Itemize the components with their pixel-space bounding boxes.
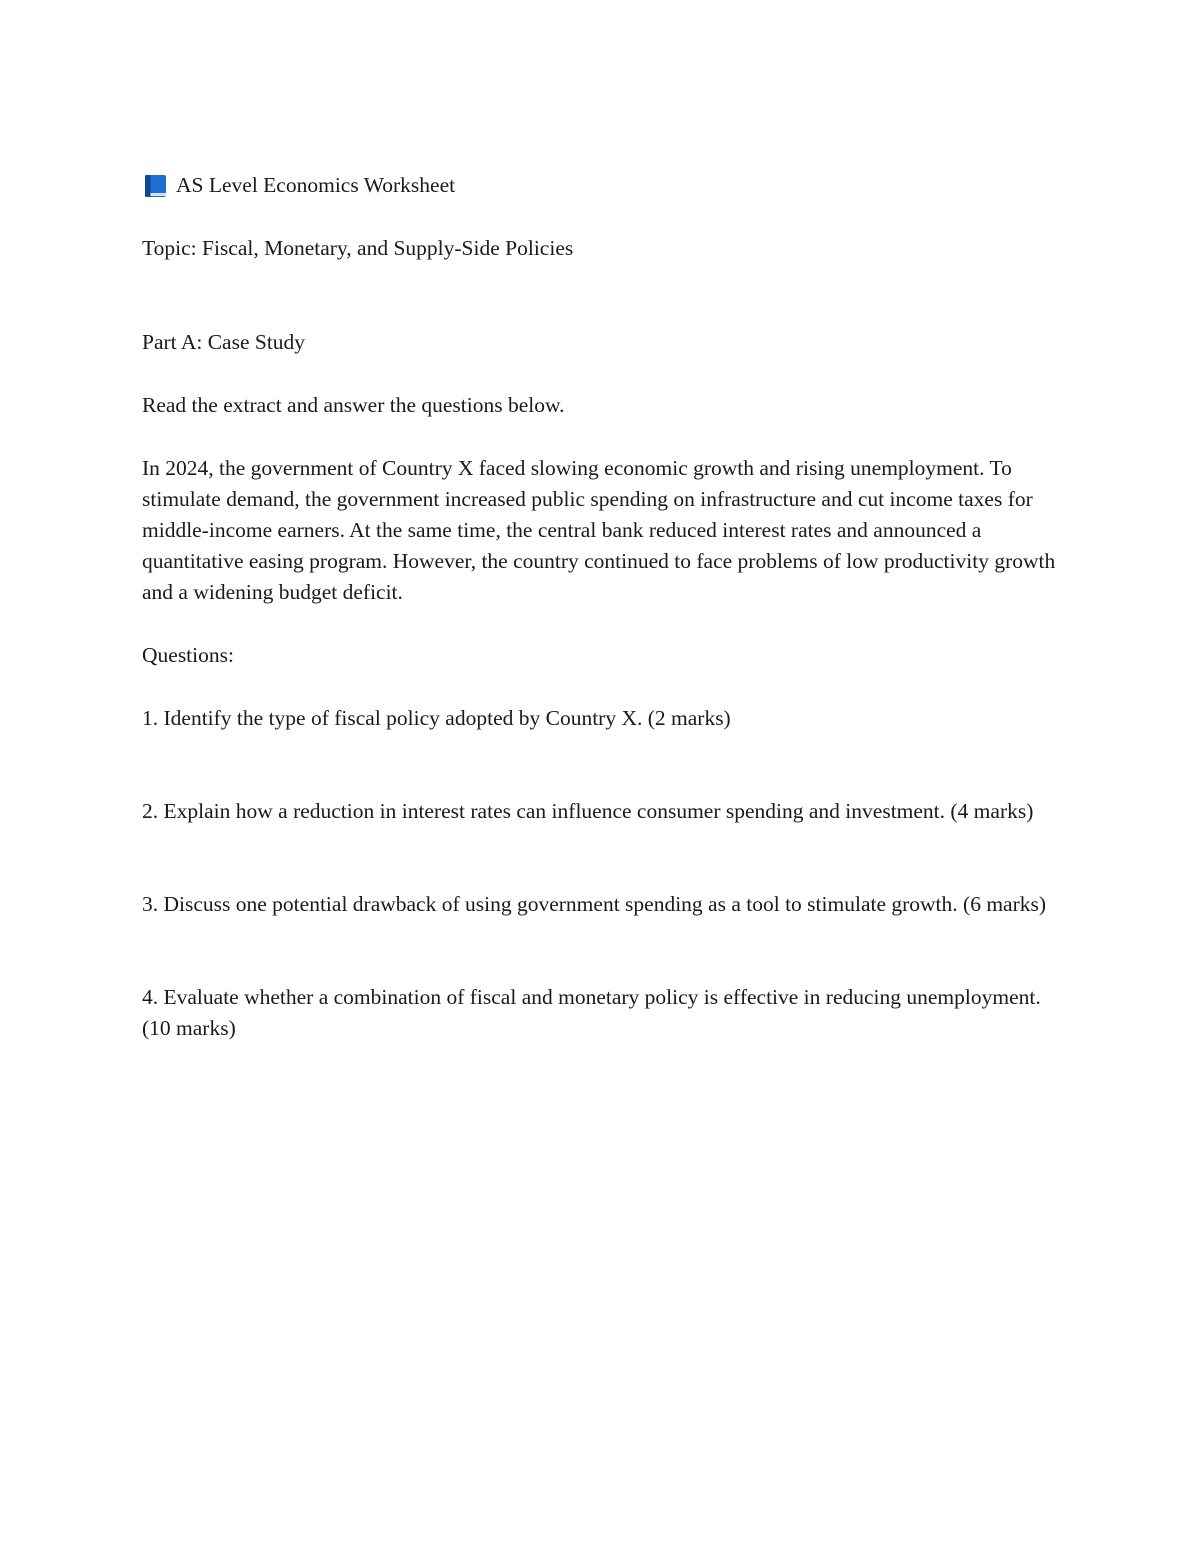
worksheet-topic: Topic: Fiscal, Monetary, and Supply-Side Policies <box>142 236 574 260</box>
part-heading: Part A: Case Study <box>142 330 306 354</box>
question-3: 3. Discuss one potential drawback of using government spending as a tool to stimulate growth. (6 marks) <box>142 892 1047 916</box>
question-1: 1. Identify the type of fiscal policy adopted by Country X. (2 marks) <box>142 706 731 730</box>
blue-book-icon <box>144 174 167 198</box>
worksheet-title-row <box>142 170 1062 201</box>
worksheet-content <box>142 170 1062 1044</box>
instruction-text: Read the extract and answer the questions below. <box>142 393 565 417</box>
case-study-extract: In 2024, the government of Country X faced slowing economic growth and rising unemployment. To stimulate demand, the government increased public spending on infrastructure and cut income taxes for middle-income earners. At the same time, the central bank reduced interest rates and announced a quantitative easing program. However, the country continued to face problems of low productivity growth and a widening budget deficit. <box>142 456 1056 604</box>
question-4: 4. Evaluate whether a combination of fiscal and monetary policy is effective in reducing unemployment. (10 marks) <box>142 985 1041 1040</box>
question-2: 2. Explain how a reduction in interest rates can influence consumer spending and investment. (4 marks) <box>142 799 1034 823</box>
questions-heading: Questions: <box>142 643 234 667</box>
worksheet-title: AS Level Economics Worksheet <box>176 173 456 197</box>
